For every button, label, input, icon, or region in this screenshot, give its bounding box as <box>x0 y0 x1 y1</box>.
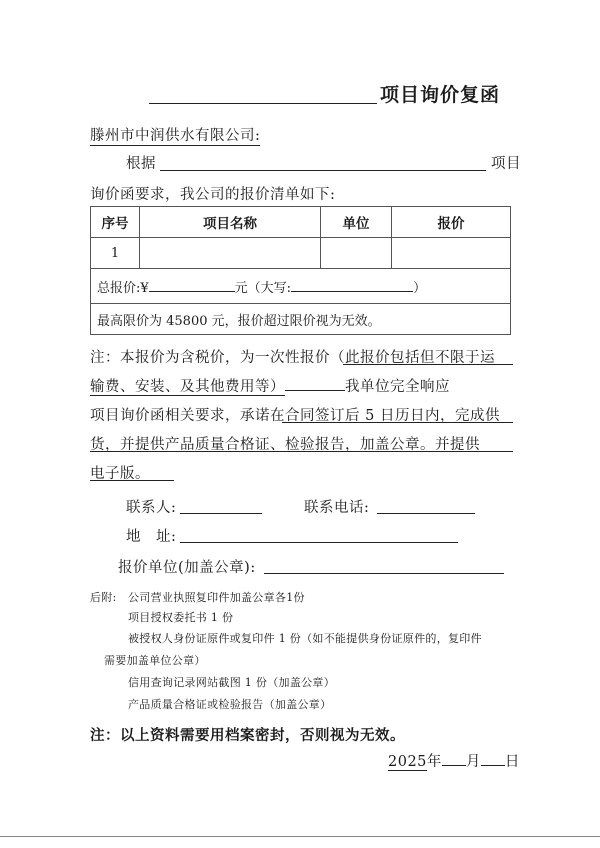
date-day-blank <box>481 751 505 766</box>
note-line-3: 项目询价函相关要求，承诺在合同签订后 5 日历日内，完成供 <box>90 408 500 424</box>
attachment-item: 被授权人身份证原件或复印件 1 份（如不能提供身份证原件的，复印件 <box>128 632 482 645</box>
total-row <box>91 269 511 304</box>
final-note: 注：以上资料需要用档案密封，否则视为无效。 <box>90 727 405 744</box>
contact-person-label: 联系人: <box>126 500 177 516</box>
table-row <box>91 238 511 269</box>
table-header-row <box>91 207 511 238</box>
attachment-item: 项目授权委托书 1 份 <box>128 611 234 624</box>
note-line-1: 注：本报价为含税价，为一次性报价（此报价包括但不限于运 <box>90 350 495 366</box>
intro-text-2: 项目 <box>491 156 521 172</box>
page-bottom-edge <box>0 836 600 837</box>
note-line-5: 电子版。 <box>90 466 150 482</box>
contact-person-blank <box>180 513 262 514</box>
row-index: 1 <box>91 238 140 269</box>
attachment-item: 需要加盖单位公章） <box>104 654 206 667</box>
attachments-label: 后附: <box>90 591 117 604</box>
date-line: 2025年 月 日 <box>388 750 520 771</box>
total-close: ） <box>413 280 427 296</box>
date-month-blank <box>442 751 466 766</box>
intro-text-3: 询价函要求，我公司的报价清单如下: <box>90 187 336 203</box>
max-price-row <box>91 304 511 335</box>
title-blank-line <box>149 103 377 104</box>
intro-text-1: 根据 <box>126 156 156 172</box>
contact-phone-label: 联系电话: <box>304 500 370 516</box>
quote-company-blank <box>264 573 504 574</box>
max-price-note: 最高限价为 45800 元，报价超过限价视为无效。 <box>91 304 511 335</box>
total-label: 总报价: <box>97 280 141 296</box>
currency-symbol: ¥ <box>140 280 149 296</box>
note-underline-5 <box>90 480 174 481</box>
date-year: 2025 <box>388 754 427 770</box>
header-price: 报价 <box>392 207 511 238</box>
note-line-2: 输费、安装、及其他费用等） 我单位完全响应 <box>90 375 450 396</box>
row-price <box>392 238 511 269</box>
row-item-name <box>140 238 321 269</box>
total-amount-blank <box>149 277 235 292</box>
contact-phone-blank <box>377 513 475 514</box>
page-title: 项目询价复函 <box>380 84 501 106</box>
header-item-name: 项目名称 <box>140 207 321 238</box>
address-blank <box>180 542 458 543</box>
row-unit <box>321 238 392 269</box>
note-blank <box>285 375 345 391</box>
quote-company-label: 报价单位(加盖公章): <box>118 560 256 576</box>
note-underline-3 <box>282 422 513 423</box>
attachment-item: 公司营业执照复印件加盖公章各1份 <box>128 591 305 604</box>
attachment-item: 信用查询记录网站截图 1 份（加盖公章） <box>128 676 335 689</box>
total-unit: 元（大写: <box>234 280 292 296</box>
header-unit: 单位 <box>321 207 392 238</box>
quote-table <box>90 206 511 335</box>
note-underline-1 <box>343 364 513 365</box>
note-line-4: 货，并提供产品质量合格证、检验报告，加盖公章。并提供 <box>90 437 480 453</box>
project-name-blank <box>160 170 486 171</box>
note-underline-4 <box>90 451 513 452</box>
address-label: 地 址: <box>126 529 177 545</box>
addressee: 滕州市中润供水有限公司: <box>90 124 260 146</box>
total-words-blank <box>291 277 413 292</box>
attachment-item: 产品质量合格证或检验报告（加盖公章） <box>128 698 332 711</box>
header-index: 序号 <box>91 207 140 238</box>
